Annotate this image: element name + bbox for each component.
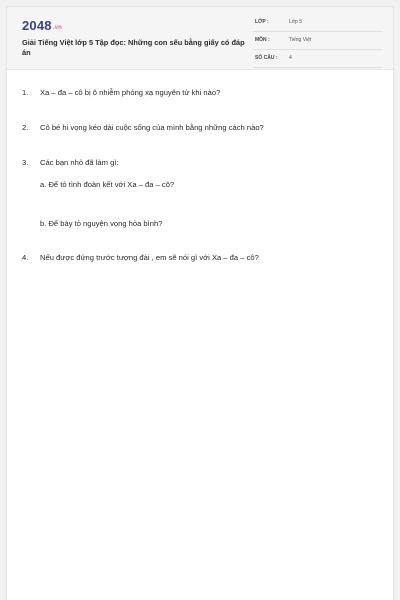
meta-label-subject: MÔN : [255, 37, 270, 43]
page-title: Giải Tiếng Việt lớp 5 Tập đọc: Những con sếu bằng giấy có đáp án [22, 38, 245, 57]
meta-row-grade [253, 17, 383, 32]
worksheet-meta [253, 17, 383, 71]
meta-row-subject [253, 35, 383, 50]
question-text: Cô bé hi vọng kéo dài cuộc sống của mình bằng những cách nào? [40, 123, 264, 132]
sub-question-b: b. Để bày tỏ nguyện vọng hòa bình? [40, 219, 163, 228]
logo-main-text: 2048 [22, 18, 52, 33]
question-number: 4. [22, 253, 29, 262]
question-number: 2. [22, 123, 29, 132]
question-text: Xa – đa – cô bị ô nhiễm phóng xạ nguyên tử khi nào? [40, 88, 221, 97]
meta-value-question-count: 4 [289, 55, 292, 61]
logo-domain-text: .vn [52, 25, 63, 31]
meta-label-question-count: SỐ CÂU : [255, 55, 278, 61]
worksheet [6, 6, 394, 600]
question-text: Nếu được đứng trước tượng đài , em sẽ nói gì với Xa – đa – cô? [40, 253, 259, 262]
sub-question-a: a. Để tỏ tình đoàn kết với Xa – đa – cô? [40, 180, 175, 189]
meta-value-grade: Lớp 5 [289, 19, 303, 25]
meta-value-subject: Tiếng Việt [289, 37, 312, 43]
site-logo[interactable] [22, 18, 62, 33]
meta-label-grade: LỚP : [255, 19, 269, 25]
question-number: 3. [22, 158, 29, 167]
meta-row-question-count [253, 53, 383, 68]
worksheet-header [7, 7, 393, 70]
question-number: 1. [22, 88, 29, 97]
question-text: Các bạn nhỏ đã làm gì: [40, 158, 119, 167]
